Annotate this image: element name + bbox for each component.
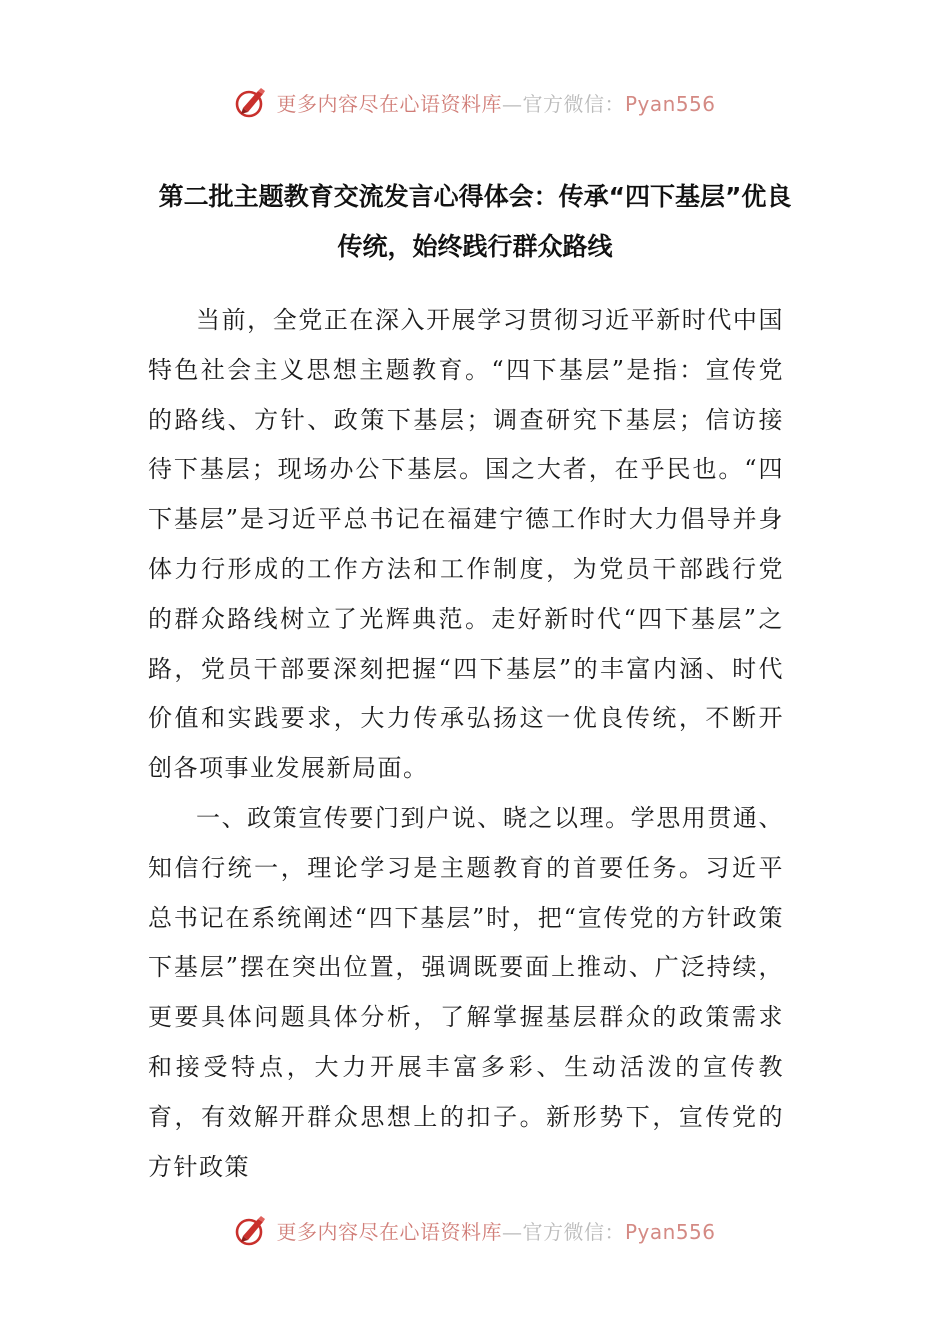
banner-brand: 更多内容尽在心语资料库	[276, 1219, 502, 1244]
footer-banner	[0, 1210, 950, 1250]
banner-text	[276, 88, 715, 117]
banner-text	[276, 1216, 715, 1245]
pen-logo-icon	[234, 1213, 268, 1247]
paragraph-intro: 当前，全党正在深入开展学习贯彻习近平新时代中国特色社会主义思想主题教育。“四下基层”是指：宣传党的路线、方针、政策下基层；调查研究下基层；信访接待下基层；现场办公下基层。国之大者，在乎民也。“四下基层”是习近平总书记在福建宁德工作时大力倡导并身体力行形成的工作方法和工作制度，为党员干部践行党的群众路线树立了光辉典范。走好新时代“四下基层”之路，党员干部要深刻把握“四下基层”的丰富内涵、时代价值和实践要求，大力传承弘扬这一优良传统，不断开创各项事业发展新局面。	[148, 306, 784, 783]
document-title: 第二批主题教育交流发言心得体会：传承“四下基层”优良传统，始终践行群众路线	[158, 182, 792, 261]
banner-separator: —	[501, 91, 523, 116]
banner-wechat-id: Pyan556	[624, 91, 716, 116]
banner-brand: 更多内容尽在心语资料库	[276, 91, 502, 116]
banner-wechat-id: Pyan556	[624, 1219, 716, 1244]
banner-wechat-label: 官方微信：	[522, 91, 625, 116]
banner-wechat-label: 官方微信：	[522, 1219, 625, 1244]
banner-separator: —	[501, 1219, 523, 1244]
document-body	[148, 296, 784, 1192]
pen-logo-icon	[234, 85, 268, 119]
header-banner	[0, 82, 950, 122]
paragraph-section-1: 一、政策宣传要门到户说、晓之以理。学思用贯通、知信行统一，理论学习是主题教育的首要任务。习近平总书记在系统阐述“四下基层”时，把“宣传党的方针政策下基层”摆在突出位置，强调既要面上推动、广泛持续，更要具体问题具体分析，了解掌握基层群众的政策需求和接受特点，大力开展丰富多彩、生动活泼的宣传教育，有效解开群众思想上的扣子。新形势下，宣传党的方针政策	[148, 803, 784, 1181]
